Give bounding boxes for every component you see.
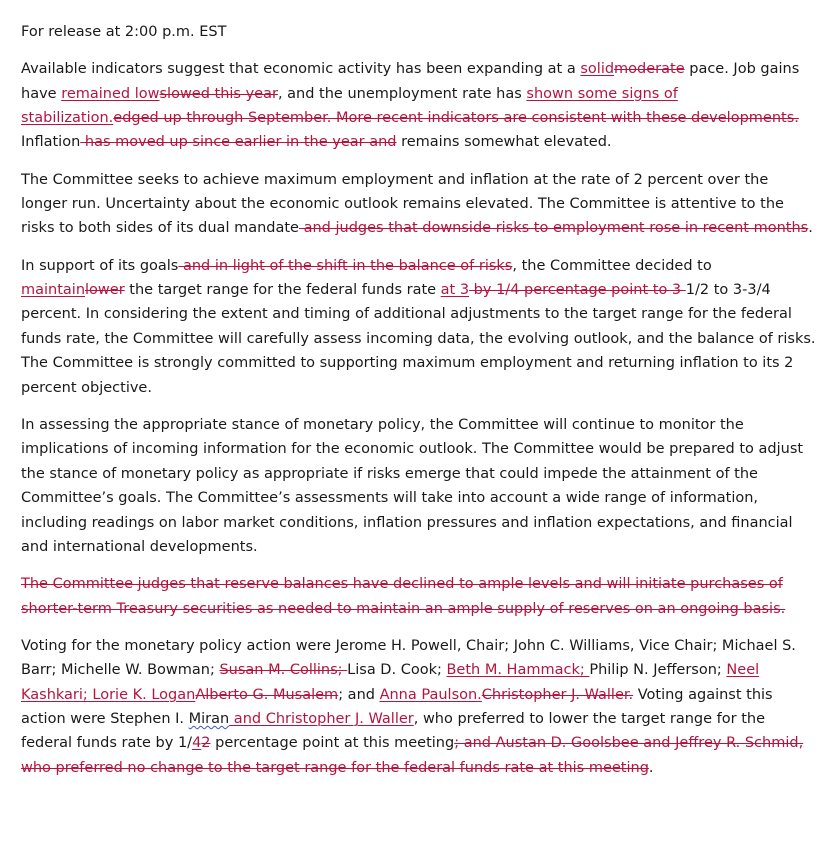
body-text: The Committee seeks to achieve maximum employment and inflation at the rate of 2 percent over the longer run. Uncertainty about the economic outlook remains elevated. The Committee is attentive to the risks to both sides of its dual mandate [21, 171, 784, 237]
inserted-text: maintain [21, 282, 86, 299]
body-text: remains somewhat elevated. [396, 134, 612, 151]
body-text: the target range for the federal funds rate [124, 282, 441, 299]
inserted-text: and Christopher J. Waller [229, 710, 414, 727]
deleted-text: ; and Austan D. Goolsbee and Jeffrey R. Schmid, who preferred no change to the target range for the federal funds rate at this meeting [21, 735, 804, 776]
inserted-text: shown some signs of stabilization. [21, 85, 678, 127]
inserted-text: 4 [192, 735, 202, 752]
deleted-text: lower [85, 282, 125, 299]
body-text: Inflation [21, 134, 81, 151]
paragraph-committee-goals [21, 168, 816, 241]
body-text: Lisa D. Cook; [347, 662, 447, 679]
deleted-text: edged up through September. More recent indicators are consistent with these developments. [113, 110, 799, 127]
inserted-text: remained low [61, 85, 160, 102]
body-text: ; and [338, 686, 380, 703]
paragraph-policy-decision [21, 254, 816, 400]
body-text: pace. Job gains have [21, 61, 800, 102]
body-text: . [808, 220, 813, 237]
deleted-text: 2 [201, 735, 211, 752]
paragraph-voting-record [21, 634, 816, 780]
inserted-text: Anna Paulson. [379, 686, 482, 703]
body-text: Philip N. Jefferson; [589, 662, 727, 679]
body-text: . [648, 759, 654, 776]
deleted-text: and in light of the shift in the balance of risks [178, 257, 513, 274]
inserted-text: at 3 [440, 282, 470, 299]
deleted-text: Alberto G. Musalem [195, 686, 339, 703]
spelling-flagged-text: Miran [188, 710, 230, 727]
paragraph-policy-stance [21, 413, 816, 559]
body-text: Voting against this action were Stephen I. [21, 686, 773, 727]
inserted-text: Beth M. Hammack; [446, 662, 590, 679]
paragraph-economic-activity [21, 57, 816, 155]
deleted-text: and judges that downside risks to employment rose in recent months [298, 220, 809, 237]
deleted-text: by 1/4 percentage point to 3 [469, 282, 686, 299]
deleted-text: moderate [614, 61, 685, 78]
deleted-text: Christopher J. Waller. [481, 686, 634, 703]
release-time-line: For release at 2:00 p.m. EST [21, 24, 227, 40]
deleted-text: The Committee judges that reserve balances have declined to ample levels and will initiate purchases of shorter-term Treasury securities as needed to maintain an ample supply of reserves on an ongoing basis. [21, 576, 786, 617]
deleted-text: has moved up since earlier in the year and [80, 134, 397, 151]
body-text: In assessing the appropriate stance of monetary policy, the Committee will continue to monitor the implications of incoming information for the economic outlook. The Committee would be prepared to adjust the stance of monetary policy as appropriate if risks emerge that could impede the attainment of the Committee’s goals. The Committee’s assessments will take into account a wide range of information, including readings on labor market conditions, inflation pressures and inflation expectations, and financial and international developments. [21, 416, 804, 555]
inserted-text: solid [580, 61, 615, 78]
body-text: , the Committee decided to [512, 257, 712, 274]
body-text: In support of its goals [21, 257, 179, 274]
inserted-text: Neel Kashkari; Lorie K. Logan [21, 662, 760, 703]
body-text: percentage point at this meeting [210, 735, 455, 752]
body-text: , who preferred to lower the target range for the federal funds rate by 1/ [21, 710, 765, 752]
body-text: Voting for the monetary policy action were Jerome H. Powell, Chair; John C. Williams, Vice Chair; Michael S. Barr; Michelle W. Bowman; [21, 637, 796, 679]
deleted-text: slowed this year [159, 85, 278, 102]
body-text: Available indicators suggest that economic activity has been expanding at a [21, 61, 581, 78]
deleted-text: Susan M. Collins; [219, 662, 348, 679]
body-text: 1/2 to 3-3/4 percent. In considering the extent and timing of additional adjustments to the target range for the federal funds rate, the Committee will carefully assess incoming data, the evolving outlook, and the balance of risks. The Committee is strongly committed to supporting maximum employment and returning inflation to its 2 percent objective. [21, 282, 816, 396]
body-text: , and the unemployment rate has [277, 85, 527, 102]
paragraph-reserve-balances [21, 572, 816, 621]
